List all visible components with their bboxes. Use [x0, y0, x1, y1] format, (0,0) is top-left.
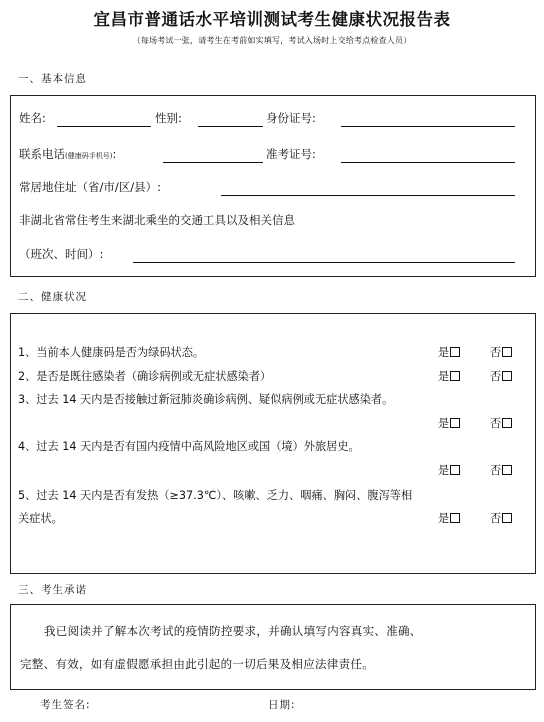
no-checkbox[interactable]: [502, 347, 512, 357]
basic-info-box: [10, 95, 536, 277]
transport-detail-field[interactable]: [133, 262, 515, 263]
phone-label: 联系电话(健康码手机号):: [19, 147, 117, 161]
yes-option[interactable]: 是: [438, 462, 460, 478]
exam-number-field[interactable]: [341, 162, 515, 163]
no-checkbox[interactable]: [502, 513, 512, 523]
health-question: 5、过去 14 天内是否有发热（≥37.3℃）、咳嗽、乏力、咽痛、胸闷、腹泻等相: [18, 489, 413, 502]
health-question: 1、当前本人健康码是否为绿码状态。: [18, 346, 205, 359]
yes-option[interactable]: 是: [438, 344, 460, 360]
yes-checkbox[interactable]: [450, 347, 460, 357]
form-subtitle: （每场考试一张，请考生在考前如实填写，考试入场时上交给考点检查人员）: [132, 36, 412, 45]
no-checkbox[interactable]: [502, 465, 512, 475]
transport-detail-label: （班次、时间）:: [19, 247, 104, 261]
signature-label: 考生签名:: [40, 699, 91, 711]
name-field[interactable]: [57, 126, 151, 127]
pledge-text-line-1: 我已阅读并了解本次考试的疫情防控要求，并确认填写内容真实、准确、: [44, 624, 422, 638]
yes-option[interactable]: 是: [438, 415, 460, 431]
gender-label: 性别:: [155, 111, 182, 125]
no-option[interactable]: 否: [490, 368, 512, 384]
no-option[interactable]: 否: [490, 462, 512, 478]
yes-checkbox[interactable]: [450, 513, 460, 523]
pledge-box: [10, 604, 536, 690]
id-number-field[interactable]: [341, 126, 515, 127]
address-label: 常居地住址（省/市/区/县）:: [19, 180, 161, 194]
form-title: 宜昌市普通话水平培训测试考生健康状况报告表: [93, 10, 451, 29]
no-option[interactable]: 否: [490, 415, 512, 431]
id-number-label: 身份证号:: [266, 111, 316, 125]
health-question: 3、过去 14 天内是否接触过新冠肺炎确诊病例、疑似病例或无症状感染者。: [18, 393, 394, 406]
section-basic-info-heading: 一、基本信息: [18, 73, 87, 85]
section-pledge-heading: 三、考生承诺: [18, 584, 87, 596]
no-checkbox[interactable]: [502, 418, 512, 428]
date-label: 日期:: [268, 699, 296, 711]
health-question: 2、是否是既往感染者（确诊病例或无症状感染者）: [18, 370, 272, 383]
gender-field[interactable]: [198, 126, 263, 127]
phone-note: (健康码手机号): [65, 152, 113, 160]
yes-option[interactable]: 是: [438, 510, 460, 526]
yes-checkbox[interactable]: [450, 465, 460, 475]
pledge-text-line-2: 完整、有效，如有虚假愿承担由此引起的一切后果及相应法律责任。: [20, 657, 374, 671]
health-question-continuation: 关症状。: [18, 512, 63, 525]
section-health-heading: 二、健康状况: [18, 291, 87, 303]
yes-option[interactable]: 是: [438, 368, 460, 384]
yes-checkbox[interactable]: [450, 418, 460, 428]
yes-checkbox[interactable]: [450, 371, 460, 381]
transport-label: 非湖北省常住考生来湖北乘坐的交通工具以及相关信息: [19, 213, 295, 227]
no-checkbox[interactable]: [502, 371, 512, 381]
health-question: 4、过去 14 天内是否有国内疫情中高风险地区或国（境）外旅居史。: [18, 440, 360, 453]
exam-number-label: 准考证号:: [266, 147, 316, 161]
phone-field[interactable]: [163, 162, 263, 163]
address-field[interactable]: [221, 195, 515, 196]
name-label: 姓名:: [19, 111, 46, 125]
no-option[interactable]: 否: [490, 344, 512, 360]
no-option[interactable]: 否: [490, 510, 512, 526]
